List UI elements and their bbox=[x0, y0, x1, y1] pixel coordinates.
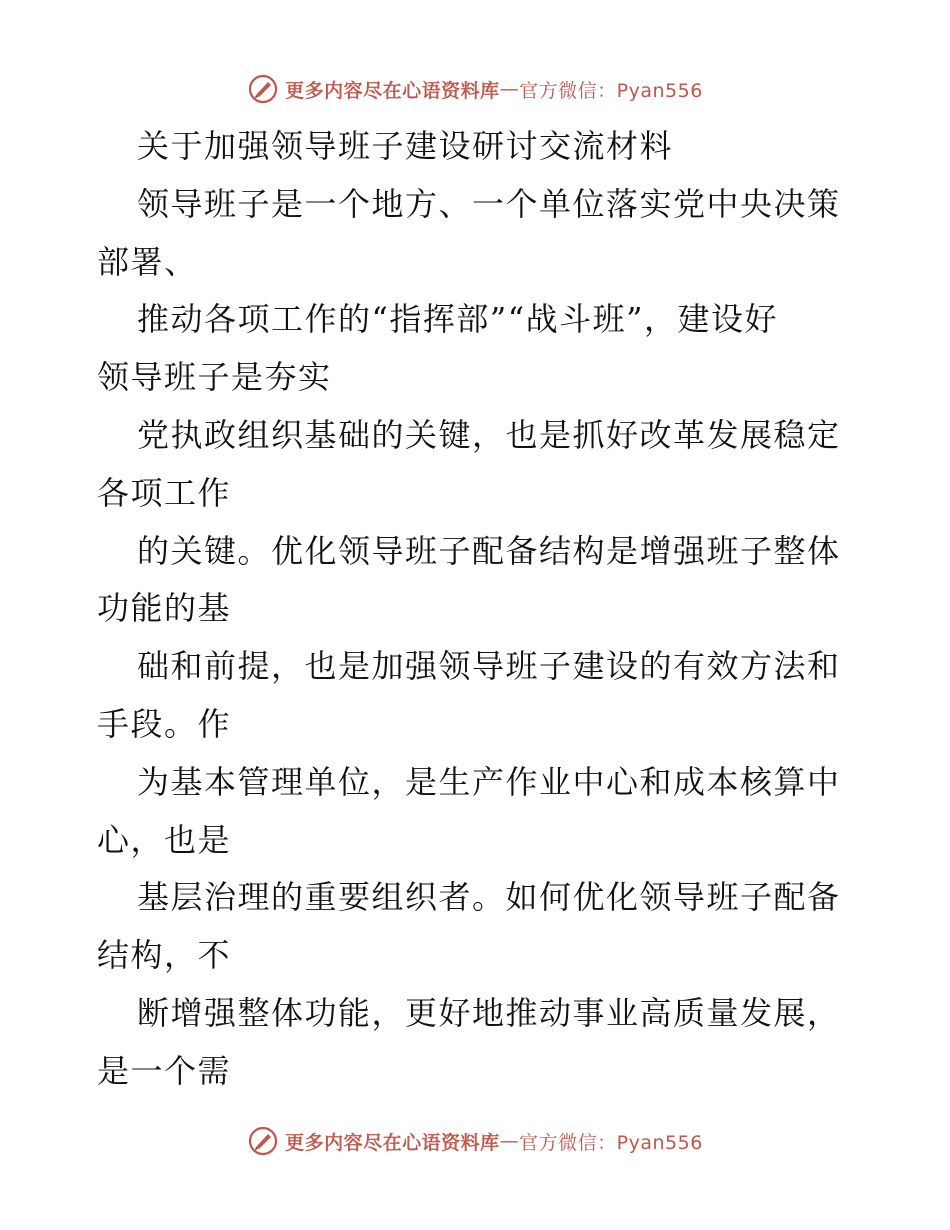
header-watermark bbox=[0, 72, 950, 106]
text-line: 断增强整体功能，更好地推动事业高质量发展， bbox=[137, 993, 841, 1032]
watermark-account: 官方微信：Pyan556 bbox=[519, 1131, 703, 1154]
document-body bbox=[97, 118, 857, 1101]
watermark-separator: — bbox=[499, 78, 520, 100]
text-line: 心，也是 bbox=[97, 820, 232, 859]
text-line: 的关键。优化领导班子配备结构是增强班子整体 bbox=[137, 531, 841, 570]
document-title: 关于加强领导班子建设研讨交流材料 bbox=[137, 127, 674, 165]
text-line: 基层治理的重要组织者。如何优化领导班子配备 bbox=[137, 878, 841, 917]
text-line: 领导班子是夯实 bbox=[97, 358, 332, 397]
watermark-brand: 更多内容尽在心语资料库 bbox=[285, 79, 500, 102]
text-line: 础和前提，也是加强领导班子建设的有效方法和 bbox=[137, 647, 841, 686]
text-line: 部署、 bbox=[97, 242, 198, 281]
text-line: 领导班子是一个地方、一个单位落实党中央决策 bbox=[137, 184, 841, 223]
text-line: 推动各项工作的“指挥部”“战斗班”，建设好 bbox=[137, 300, 778, 339]
text-line: 各项工作 bbox=[97, 473, 232, 512]
text-line: 为基本管理单位，是生产作业中心和成本核算中 bbox=[137, 762, 841, 801]
text-line: 结构，不 bbox=[97, 936, 232, 975]
watermark-separator: — bbox=[499, 1130, 520, 1152]
text-line: 是一个需 bbox=[97, 1051, 232, 1090]
pen-logo-icon bbox=[247, 73, 279, 105]
watermark-account: 官方微信：Pyan556 bbox=[519, 79, 703, 102]
text-line: 党执政组织基础的关键，也是抓好改革发展稳定 bbox=[137, 415, 841, 454]
footer-watermark bbox=[0, 1124, 950, 1158]
pen-logo-icon bbox=[247, 1125, 279, 1157]
watermark-brand: 更多内容尽在心语资料库 bbox=[285, 1131, 500, 1154]
text-line: 手段。作 bbox=[97, 704, 232, 743]
text-line: 功能的基 bbox=[97, 589, 232, 628]
